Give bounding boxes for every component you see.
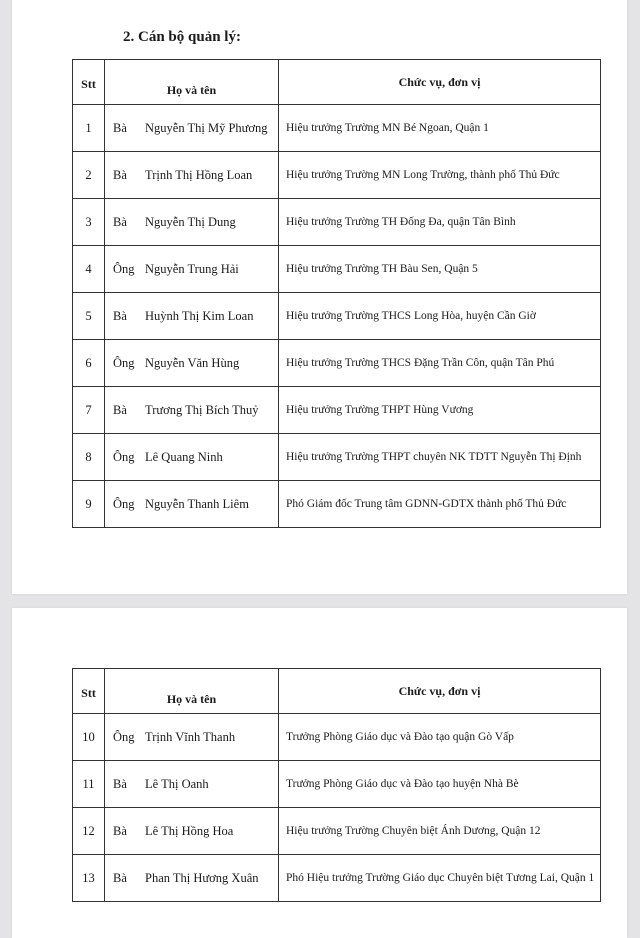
cell-stt: 9	[73, 481, 105, 528]
cell-stt: 12	[73, 808, 105, 855]
cell-honorific: Bà	[113, 167, 127, 182]
cell-name	[105, 293, 279, 340]
cell-fullname: Nguyễn Trung Hải	[145, 261, 239, 276]
cell-stt: 13	[73, 855, 105, 902]
table-row	[73, 434, 601, 481]
cell-name	[105, 387, 279, 434]
cell-fullname: Trương Thị Bích Thuỷ	[145, 402, 259, 417]
cell-name	[105, 434, 279, 481]
document-page-2	[12, 608, 627, 938]
table-row	[73, 293, 601, 340]
cell-stt: 1	[73, 105, 105, 152]
header-stt: Stt	[73, 60, 105, 105]
document-page-1	[12, 0, 627, 594]
cell-name	[105, 340, 279, 387]
table-row	[73, 105, 601, 152]
cell-fullname: Lê Quang Ninh	[145, 449, 223, 464]
cell-fullname: Nguyễn Thị Mỹ Phương	[145, 120, 268, 135]
cell-honorific: Ông	[113, 729, 135, 744]
cell-fullname: Phan Thị Hương Xuân	[145, 870, 259, 885]
table-header-row	[73, 60, 601, 105]
cell-stt: 6	[73, 340, 105, 387]
table-row	[73, 808, 601, 855]
cell-honorific: Bà	[113, 214, 127, 229]
table-row	[73, 199, 601, 246]
cell-honorific: Bà	[113, 308, 127, 323]
cell-position: Phó Giám đốc Trung tâm GDNN-GDTX thành phố Thủ Đức	[279, 481, 601, 528]
cell-name	[105, 855, 279, 902]
cell-fullname: Lê Thị Hồng Hoa	[145, 823, 234, 838]
header-position: Chức vụ, đơn vị	[279, 669, 601, 714]
cell-fullname: Trịnh Vĩnh Thanh	[145, 729, 236, 744]
cell-honorific: Ông	[113, 449, 135, 464]
cell-honorific: Bà	[113, 870, 127, 885]
table-row	[73, 855, 601, 902]
cell-fullname: Trịnh Thị Hồng Loan	[145, 167, 253, 182]
cell-stt: 2	[73, 152, 105, 199]
header-name: Họ và tên	[105, 60, 279, 105]
staff-table-1-body	[73, 105, 601, 528]
table-row	[73, 761, 601, 808]
cell-fullname: Lê Thị Oanh	[145, 776, 209, 791]
header-position: Chức vụ, đơn vị	[279, 60, 601, 105]
table-row	[73, 387, 601, 434]
cell-stt: 10	[73, 714, 105, 761]
cell-name	[105, 105, 279, 152]
table-header-row	[73, 669, 601, 714]
cell-honorific: Bà	[113, 402, 127, 417]
cell-fullname: Nguyễn Thanh Liêm	[145, 496, 249, 511]
cell-stt: 5	[73, 293, 105, 340]
cell-stt: 8	[73, 434, 105, 481]
cell-position: Trưởng Phòng Giáo dục và Đào tạo quận Gò Vấp	[279, 714, 601, 761]
section-title: 2. Cán bộ quản lý:	[123, 29, 241, 45]
cell-stt: 7	[73, 387, 105, 434]
cell-fullname: Nguyễn Thị Dung	[145, 214, 236, 229]
cell-name	[105, 481, 279, 528]
staff-table-1	[72, 59, 601, 528]
cell-position: Hiệu trưởng Trường THCS Đặng Trần Côn, quận Tân Phú	[279, 340, 601, 387]
cell-honorific: Bà	[113, 776, 127, 791]
cell-position: Phó Hiệu trưởng Trường Giáo dục Chuyên biệt Tương Lai, Quận 1	[279, 855, 601, 902]
cell-position: Hiệu trưởng Trường Chuyên biệt Ánh Dương, Quận 12	[279, 808, 601, 855]
table-row	[73, 714, 601, 761]
cell-name	[105, 761, 279, 808]
staff-table-2-body	[73, 714, 601, 902]
table-row	[73, 481, 601, 528]
cell-stt: 4	[73, 246, 105, 293]
cell-name	[105, 199, 279, 246]
table-row	[73, 152, 601, 199]
cell-name	[105, 246, 279, 293]
cell-honorific: Bà	[113, 120, 127, 135]
cell-name	[105, 152, 279, 199]
table-row	[73, 340, 601, 387]
cell-position: Hiệu trưởng Trường THPT Hùng Vương	[279, 387, 601, 434]
cell-position: Hiệu trưởng Trường MN Long Trường, thành phố Thủ Đức	[279, 152, 601, 199]
table-row	[73, 246, 601, 293]
cell-honorific: Ông	[113, 496, 135, 511]
cell-position: Hiệu trưởng Trường MN Bé Ngoan, Quận 1	[279, 105, 601, 152]
cell-fullname: Huỳnh Thị Kim Loan	[145, 308, 254, 323]
cell-stt: 3	[73, 199, 105, 246]
header-name: Họ và tên	[105, 669, 279, 714]
cell-honorific: Ông	[113, 355, 135, 370]
cell-position: Hiệu trưởng Trường THCS Long Hòa, huyện Cần Giờ	[279, 293, 601, 340]
staff-table-2	[72, 668, 601, 902]
cell-honorific: Bà	[113, 823, 127, 838]
header-stt: Stt	[73, 669, 105, 714]
cell-name	[105, 714, 279, 761]
cell-stt: 11	[73, 761, 105, 808]
cell-name	[105, 808, 279, 855]
cell-position: Trưởng Phòng Giáo dục và Đào tạo huyện Nhà Bè	[279, 761, 601, 808]
cell-position: Hiệu trưởng Trường TH Bàu Sen, Quận 5	[279, 246, 601, 293]
cell-honorific: Ông	[113, 261, 135, 276]
cell-position: Hiệu trưởng Trường THPT chuyên NK TDTT Nguyễn Thị Định	[279, 434, 601, 481]
cell-position: Hiệu trưởng Trường TH Đống Đa, quận Tân Bình	[279, 199, 601, 246]
cell-fullname: Nguyễn Văn Hùng	[145, 355, 240, 370]
